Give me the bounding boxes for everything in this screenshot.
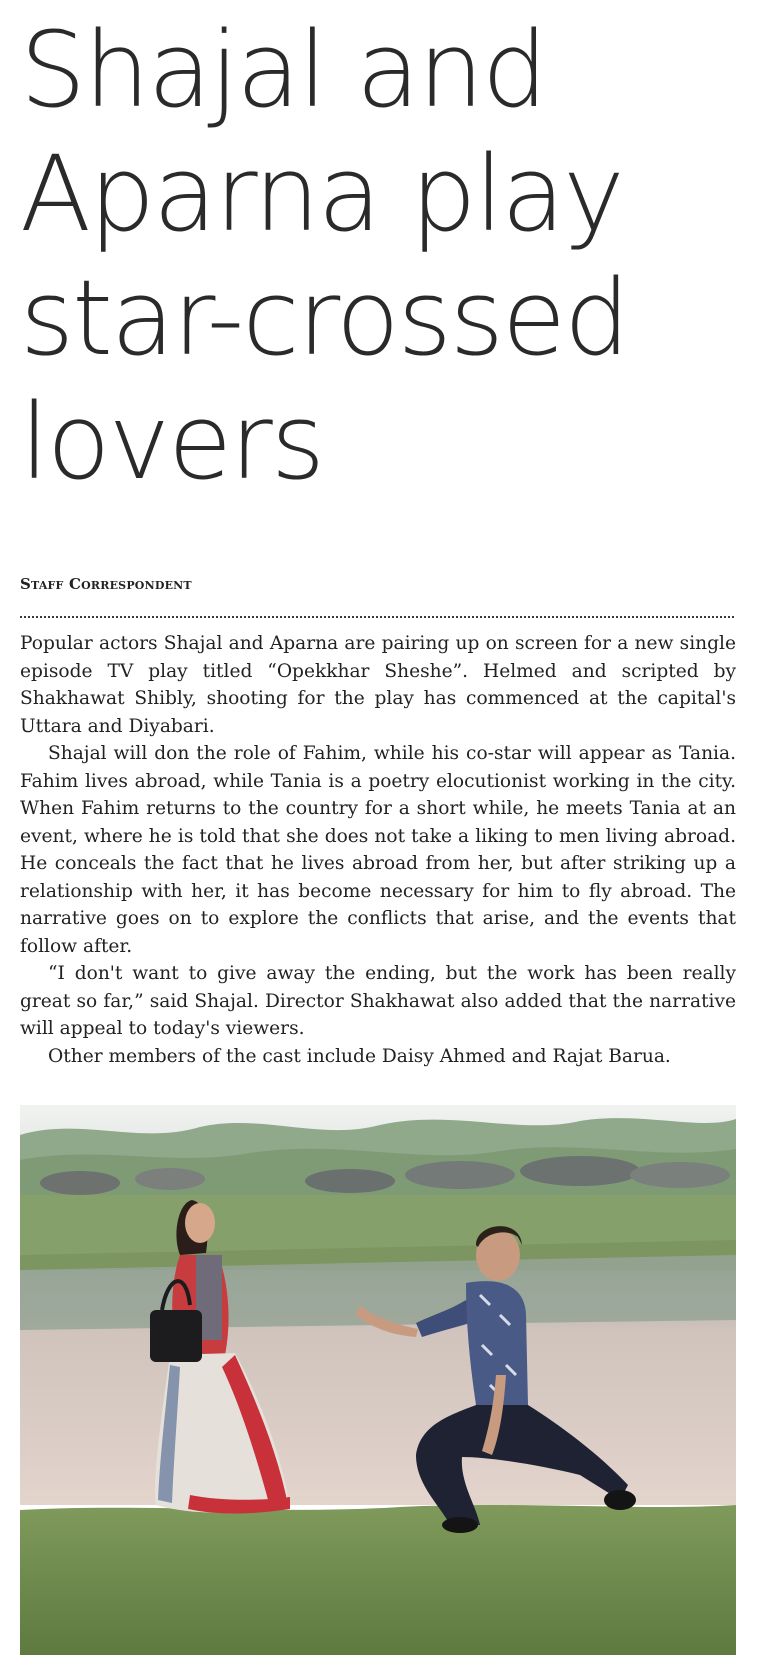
- dotted-divider: [20, 616, 734, 618]
- photo-icon: [20, 1105, 736, 1655]
- headline-line-3: star-crossed: [20, 257, 628, 379]
- article-paragraph-2: Shajal will don the role of Fahim, while his co-star will appear as Tania. Fahim lives abroad, while Tania is a poetry elocutionist working in the city. When Fahim returns to the country for a short while, he meets Tania at an event, where he is told that she does not take a liking to men living abroad. He conceals the fact that he lives abroad from her, but after striking up a relationship with her, it has become necessary for him to fly abroad. The narrative goes on to explore the conflicts that arise, and the events that follow after.: [20, 743, 736, 957]
- article-body: [20, 630, 736, 1070]
- photo-grass: [20, 1505, 736, 1655]
- headline-line-1: Shajal and: [20, 9, 546, 131]
- photo: [20, 1105, 736, 1655]
- article-paragraph-1: Popular actors Shajal and Aparna are pairing up on screen for a new single episode TV play titled “Opekkhar Sheshe”. Helmed and scripted by Shakhawat Shibly, shooting for the play has commenced at the capital's Uttara and Diyabari.: [20, 633, 736, 737]
- headline: [20, 8, 740, 504]
- article-paragraph-4: Other members of the cast include Daisy Ahmed and Rajat Barua.: [48, 1045, 671, 1067]
- headline-line-4: lovers: [20, 381, 323, 503]
- article-paragraph-3: “I don't want to give away the ending, but the work has been really great so far,” said Shajal. Director Shakhawat also added that the narrative will appeal to today's viewers.: [20, 963, 736, 1039]
- byline: Staff Correspondent: [20, 575, 192, 593]
- headline-line-2: Aparna play: [20, 133, 623, 255]
